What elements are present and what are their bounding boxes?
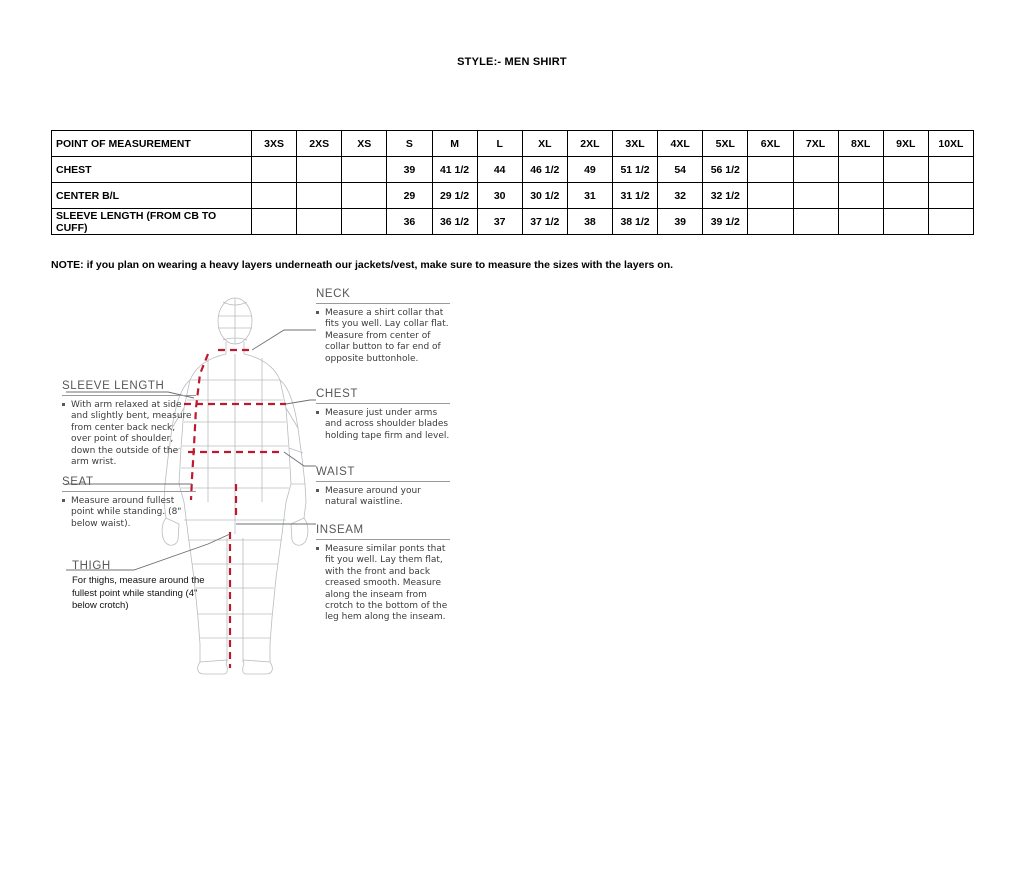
table-cell: 29 1/2	[432, 183, 477, 209]
bullet-icon	[316, 411, 319, 414]
table-header-cell: XL	[522, 131, 567, 157]
table-cell	[297, 209, 342, 235]
callout-inseam-body	[316, 544, 450, 624]
table-header-row	[52, 131, 974, 157]
table-header-cell: 2XL	[567, 131, 612, 157]
callout-waist-body	[316, 486, 450, 509]
table-cell: 37 1/2	[522, 209, 567, 235]
callout-divider	[316, 481, 450, 482]
table-header-cell: 4XL	[658, 131, 703, 157]
table-header-cell: 3XS	[252, 131, 297, 157]
table-cell: 29	[387, 183, 432, 209]
callout-thigh-body: For thighs, measure around the fullest point while standing (4" below crotch)	[72, 575, 205, 611]
table-cell	[252, 157, 297, 183]
table-cell: 31	[567, 183, 612, 209]
table-cell	[342, 157, 387, 183]
callout-chest-text: Measure just under arms and across shoulder blades holding tape firm and level.	[325, 408, 450, 441]
table-cell: 38	[567, 209, 612, 235]
table-cell	[838, 157, 883, 183]
table-cell	[883, 209, 928, 235]
callout-seat-text: Measure around fullest point while standing. (8" below waist).	[71, 496, 182, 529]
callout-neck-text: Measure a shirt collar that fits you well. Lay collar flat. Measure from center of collar button to far end of opposite buttonhole.	[325, 308, 449, 364]
table-cell: 39 1/2	[703, 209, 748, 235]
callout-neck-body	[316, 308, 450, 365]
table-header-cell: 9XL	[883, 131, 928, 157]
table-cell	[297, 183, 342, 209]
callout-chest-title: CHEST	[316, 388, 358, 400]
table-header-cell: 2XS	[297, 131, 342, 157]
table-cell	[342, 209, 387, 235]
table-cell	[297, 157, 342, 183]
table-cell: 44	[477, 157, 522, 183]
table-cell: 39	[658, 209, 703, 235]
table-cell	[252, 209, 297, 235]
callout-waist	[316, 466, 450, 509]
table-header-cell: 3XL	[613, 131, 658, 157]
bullet-icon	[62, 403, 65, 406]
table-cell	[793, 183, 838, 209]
callout-waist-title: WAIST	[316, 466, 355, 478]
table-header-cell: XS	[342, 131, 387, 157]
row-label: CENTER B/L	[52, 183, 252, 209]
table-cell	[928, 157, 973, 183]
callout-divider	[316, 539, 450, 540]
callout-divider	[62, 491, 196, 492]
table-cell: 39	[387, 157, 432, 183]
table-cell	[838, 209, 883, 235]
table-cell	[928, 183, 973, 209]
table-cell	[252, 183, 297, 209]
bullet-icon	[316, 547, 319, 550]
callout-inseam	[316, 524, 450, 624]
callout-neck-title: NECK	[316, 288, 351, 300]
callout-sleeve-length-body	[62, 400, 196, 468]
table-cell	[838, 183, 883, 209]
callout-seat-body	[62, 496, 196, 530]
table-header-cell: L	[477, 131, 522, 157]
table-cell	[793, 157, 838, 183]
callout-seat	[62, 476, 196, 530]
bullet-icon	[62, 499, 65, 502]
table-cell: 31 1/2	[613, 183, 658, 209]
bullet-icon	[316, 489, 319, 492]
table-row	[52, 209, 974, 235]
table-header-cell: M	[432, 131, 477, 157]
table-cell: 56 1/2	[703, 157, 748, 183]
table-cell	[748, 183, 793, 209]
table-cell: 36	[387, 209, 432, 235]
measurement-diagram	[48, 288, 468, 678]
page-title: STYLE:- MEN SHIRT	[457, 56, 567, 68]
table-row	[52, 157, 974, 183]
table-header-cell: 10XL	[928, 131, 973, 157]
callout-divider	[316, 303, 450, 304]
callout-divider	[316, 403, 450, 404]
table-cell: 38 1/2	[613, 209, 658, 235]
table-cell: 30	[477, 183, 522, 209]
table-cell	[883, 157, 928, 183]
table-cell: 49	[567, 157, 612, 183]
callout-sleeve-length-title: SLEEVE LENGTH	[62, 380, 165, 392]
row-label: SLEEVE LENGTH (FROM CB TO CUFF)	[52, 209, 252, 235]
callout-inseam-text: Measure similar ponts that fit you well. Lay them flat, with the front and back creased smooth. Measure along the inseam from crotch to the bottom of the leg hem along the inseam.	[325, 544, 448, 623]
callout-chest-body	[316, 408, 450, 442]
callout-seat-title: SEAT	[62, 476, 94, 488]
table-cell	[342, 183, 387, 209]
table-cell: 51 1/2	[613, 157, 658, 183]
table-header-cell: 7XL	[793, 131, 838, 157]
table-cell	[748, 209, 793, 235]
table-cell	[883, 183, 928, 209]
measurement-note: NOTE: if you plan on wearing a heavy layers underneath our jackets/vest, make sure to measure the sizes with the layers on.	[51, 259, 674, 271]
size-chart-table	[51, 130, 974, 235]
table-header-cell: 5XL	[703, 131, 748, 157]
table-cell: 30 1/2	[522, 183, 567, 209]
callout-waist-text: Measure around your natural waistline.	[325, 486, 421, 508]
callout-thigh-title: THIGH	[72, 560, 111, 572]
callout-divider	[62, 395, 196, 396]
table-cell: 32 1/2	[703, 183, 748, 209]
table-cell: 54	[658, 157, 703, 183]
bullet-icon	[316, 311, 319, 314]
table-cell	[793, 209, 838, 235]
callout-thigh	[72, 560, 212, 613]
callout-inseam-title: INSEAM	[316, 524, 364, 536]
table-header-cell: S	[387, 131, 432, 157]
table-header-cell: 8XL	[838, 131, 883, 157]
table-cell	[928, 209, 973, 235]
callout-neck	[316, 288, 450, 365]
callout-sleeve-length-text: With arm relaxed at side and slightly bent, measure from center back neck, over point of shoulder, down the outside of the arm wrist.	[71, 400, 192, 468]
table-cell: 41 1/2	[432, 157, 477, 183]
table-cell: 37	[477, 209, 522, 235]
table-cell: 46 1/2	[522, 157, 567, 183]
table-cell: 32	[658, 183, 703, 209]
table-cell	[748, 157, 793, 183]
callout-sleeve-length	[62, 380, 196, 468]
table-header-cell: 6XL	[748, 131, 793, 157]
row-label: CHEST	[52, 157, 252, 183]
callout-chest	[316, 388, 450, 442]
table-cell: 36 1/2	[432, 209, 477, 235]
table-row	[52, 183, 974, 209]
table-header-cell: POINT OF MEASUREMENT	[52, 131, 252, 157]
